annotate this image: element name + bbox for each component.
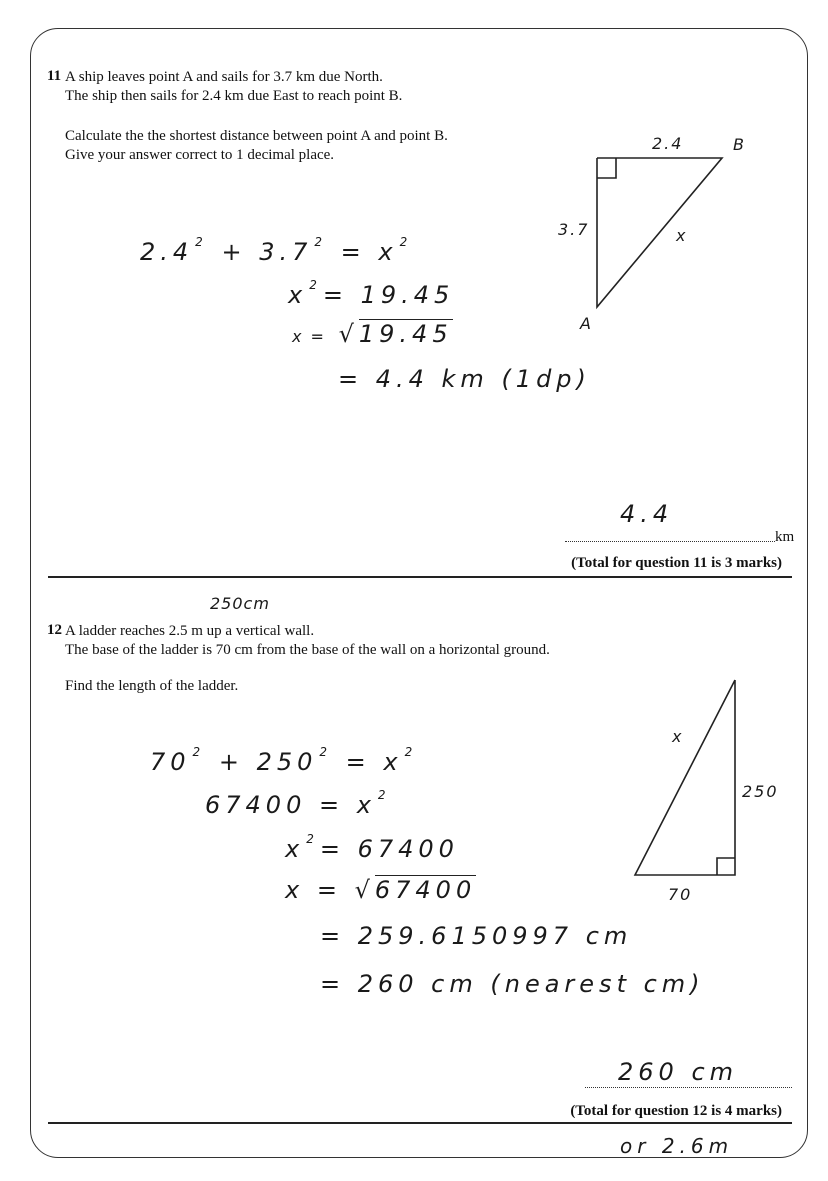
diagram-label: 3.7 [558, 220, 590, 239]
total-marks: (Total for question 12 is 4 marks) [570, 1103, 782, 1119]
answer-unit: km [775, 529, 795, 545]
triangle-q12 [635, 680, 735, 875]
question-text: A ship leaves point A and sails for 3.7 km due North. [65, 69, 383, 85]
working-line: 2.4 $^2$ + 3.7 $^2$ = x $^2$ [140, 235, 408, 266]
diagram-label: A [580, 314, 593, 333]
working-line: x $^2$ = 19.45 [288, 278, 455, 309]
answer-line [565, 541, 775, 542]
working-line: 67400 = x $^2$ [205, 788, 386, 819]
answer-line [585, 1087, 792, 1088]
working-line: x = √67400 [285, 876, 477, 904]
working-line: = 260 cm (nearest cm) [320, 970, 705, 998]
working-line: 70 $^2$ + 250 $^2$ = x $^2$ [150, 745, 413, 776]
divider [48, 576, 792, 578]
working-line: = 4.4 km (1dp) [338, 365, 591, 393]
question-text: A ladder reaches 2.5 m up a vertical wall. [65, 623, 315, 639]
working-line: = 259.6150997 cm [320, 922, 633, 950]
question-number: 11 [47, 68, 62, 84]
diagram-label: x [672, 727, 684, 746]
diagram-label: B [733, 135, 746, 154]
divider [48, 1122, 792, 1124]
alternative-answer: or 2.6m [620, 1134, 734, 1158]
total-marks: (Total for question 11 is 3 marks) [571, 555, 782, 571]
triangle-q11 [597, 158, 722, 307]
working-line: x $^2$ = 67400 [285, 832, 459, 863]
handwritten-annotation: 250cm [210, 594, 270, 613]
question-number: 12 [47, 622, 62, 638]
diagram-label: 250 [742, 782, 779, 801]
diagram-label: x [676, 226, 688, 245]
question-text: Calculate the the shortest distance between point A and point B. [65, 128, 448, 144]
question-text: The base of the ladder is 70 cm from the base of the wall on a horizontal ground. [65, 642, 550, 658]
question-text: Find the length of the ladder. [65, 678, 239, 694]
diagram-label: 70 [668, 885, 693, 904]
right-angle-mark [597, 158, 616, 178]
question-text: The ship then sails for 2.4 km due East to reach point B. [65, 88, 403, 104]
answer-value: 4.4 [620, 500, 674, 528]
answer-value: 260 cm [618, 1058, 739, 1086]
diagram-label: 2.4 [652, 134, 684, 153]
working-line: x = √19.45 [292, 320, 453, 348]
question-text: Give your answer correct to 1 decimal place. [65, 147, 335, 163]
right-angle-mark [717, 858, 735, 875]
